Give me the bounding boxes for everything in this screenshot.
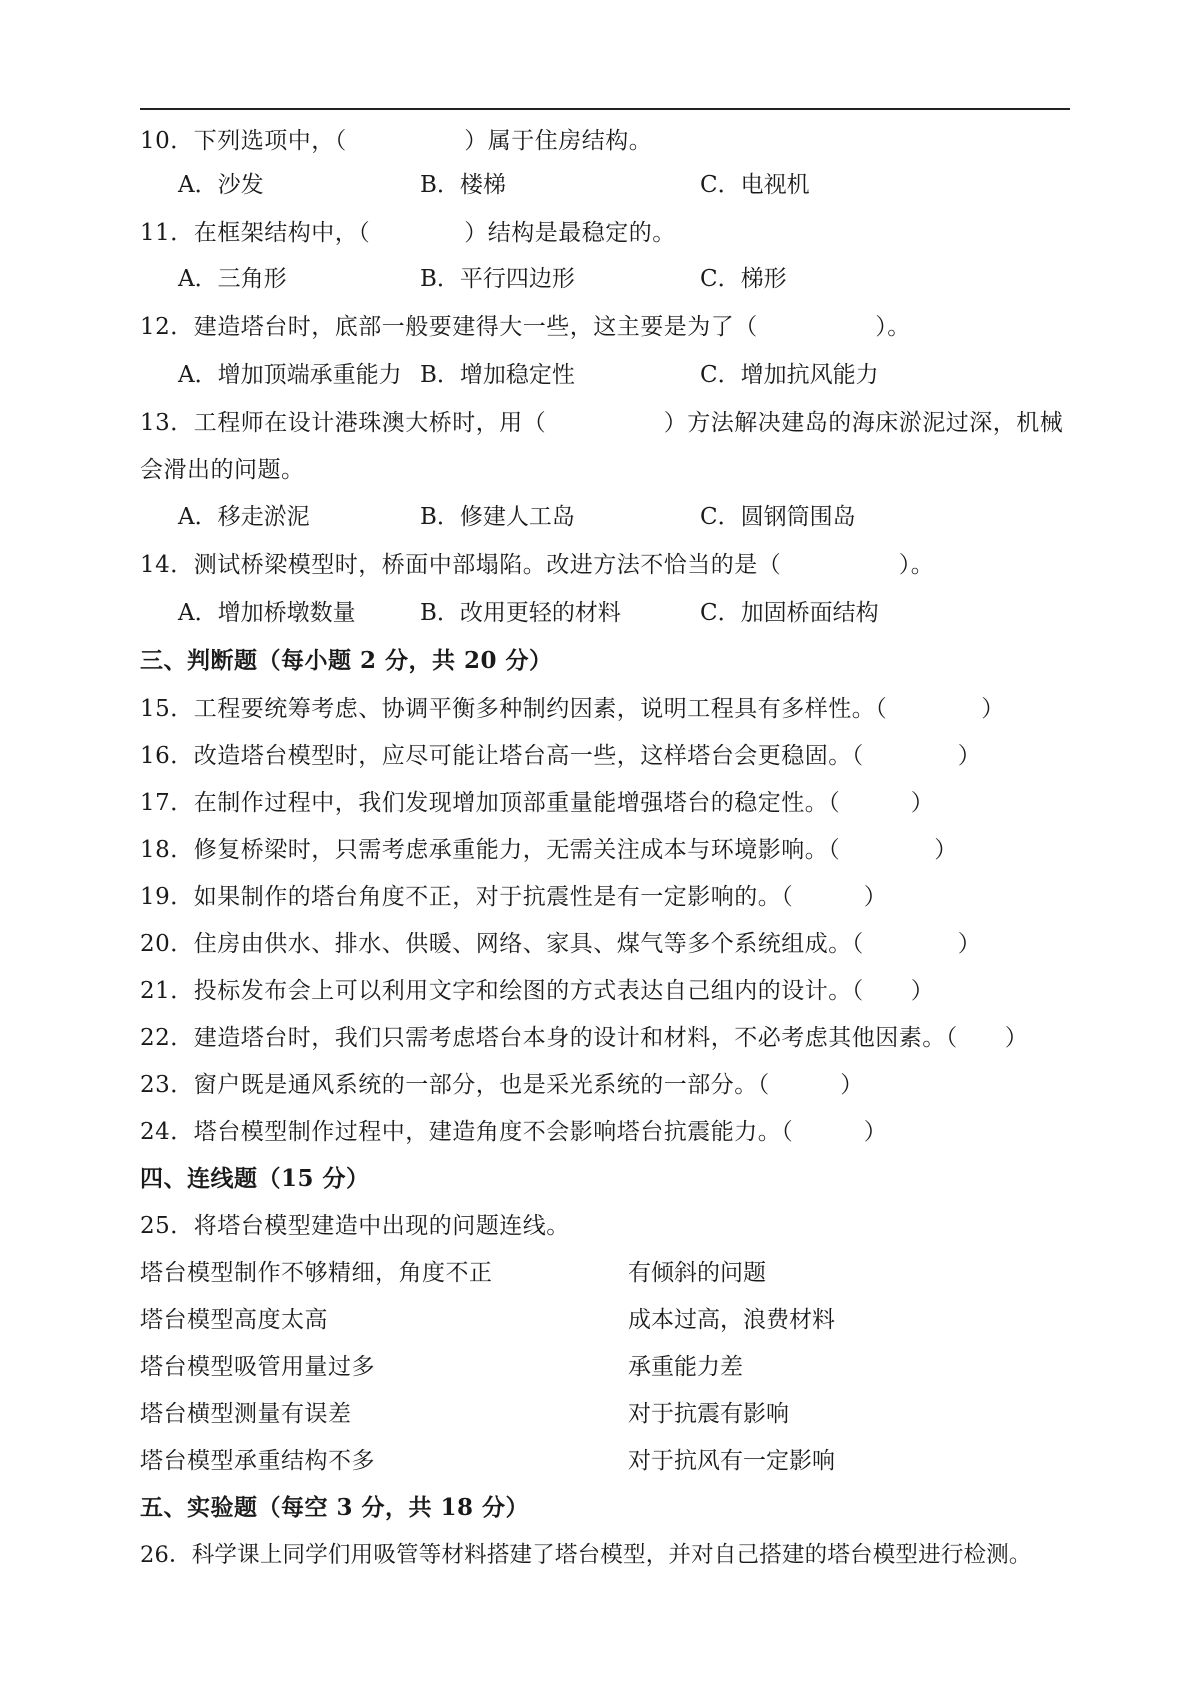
judgment-item-24: 24．塔台模型制作过程中，建造角度不会影响塔台抗震能力。（ ） <box>140 1119 888 1145</box>
judgment-item-22: 22．建造塔台时，我们只需考虑塔台本身的设计和材料，不必考虑其他因素。（ ） <box>140 1025 1029 1051</box>
matching-left-1: 塔台模型制作不够精细，角度不正 <box>140 1260 493 1286</box>
question-14-option-a: A．增加桥墩数量 <box>178 600 356 626</box>
question-13-stem-line2: 会滑出的问题。 <box>140 457 305 483</box>
question-13-option-a: A．移走淤泥 <box>178 504 310 530</box>
question-12-option-a: A．增加顶端承重能力 <box>178 362 402 388</box>
judgment-item-16: 16．改造塔台模型时，应尽可能让塔台高一些，这样塔台会更稳固。（ ） <box>140 743 982 769</box>
question-10-stem: 10．下列选项中，（ ）属于住房结构。 <box>140 128 653 154</box>
question-13-stem-line1: 13．工程师在设计港珠澳大桥时，用（ ）方法解决建岛的海床淤泥过深，机械 <box>140 410 1064 436</box>
matching-left-2: 塔台模型高度太高 <box>140 1307 328 1333</box>
question-11-option-b: B．平行四边形 <box>420 266 575 292</box>
section-5-heading: 五、实验题（每空 3 分，共 18 分） <box>140 1494 530 1521</box>
question-13-option-b: B．修建人工岛 <box>420 504 575 530</box>
question-14-option-c: C．加固桥面结构 <box>700 600 879 626</box>
question-26-stem: 26．科学课上同学们用吸管等材料搭建了塔台模型，并对自己搭建的塔台模型进行检测。 <box>140 1542 1032 1568</box>
matching-right-2: 成本过高，浪费材料 <box>628 1307 835 1333</box>
matching-right-3: 承重能力差 <box>628 1354 743 1380</box>
question-12-option-b: B．增加稳定性 <box>420 362 575 388</box>
question-12-option-c: C．增加抗风能力 <box>700 362 879 388</box>
matching-left-3: 塔台模型吸管用量过多 <box>140 1354 375 1380</box>
section-3-heading: 三、判断题（每小题 2 分，共 20 分） <box>140 647 553 674</box>
matching-right-5: 对于抗风有一定影响 <box>628 1448 835 1474</box>
question-10-option-b: B．楼梯 <box>420 172 506 198</box>
matching-right-4: 对于抗震有影响 <box>628 1401 789 1427</box>
judgment-item-17: 17．在制作过程中，我们发现增加顶部重量能增强塔台的稳定性。（ ） <box>140 790 935 816</box>
matching-left-4: 塔台横型测量有误差 <box>140 1401 352 1427</box>
section-4-heading: 四、连线题（15 分） <box>140 1165 370 1192</box>
judgment-item-21: 21．投标发布会上可以利用文字和绘图的方式表达自己组内的设计。（ ） <box>140 978 935 1004</box>
judgment-item-20: 20．住房由供水、排水、供暖、网络、家具、煤气等多个系统组成。（ ） <box>140 931 982 957</box>
question-14-stem: 14．测试桥梁模型时，桥面中部塌陷。改进方法不恰当的是（ ）。 <box>140 552 935 578</box>
question-11-option-a: A．三角形 <box>178 266 287 292</box>
judgment-item-15: 15．工程要统筹考虑、协调平衡多种制约因素，说明工程具有多样性。（ ） <box>140 696 1005 722</box>
judgment-item-19: 19．如果制作的塔台角度不正，对于抗震性是有一定影响的。（ ） <box>140 884 888 910</box>
question-10-option-c: C．电视机 <box>700 172 810 198</box>
question-12-stem: 12．建造塔台时，底部一般要建得大一些，这主要是为了（ ）。 <box>140 314 911 340</box>
question-11-option-c: C．梯形 <box>700 266 787 292</box>
header-rule <box>140 108 1070 110</box>
question-11-stem: 11．在框架结构中，（ ）结构是最稳定的。 <box>140 220 676 246</box>
question-25-stem: 25．将塔台模型建造中出现的问题连线。 <box>140 1213 570 1239</box>
judgment-item-23: 23．窗户既是通风系统的一部分，也是采光系统的一部分。（ ） <box>140 1072 864 1098</box>
question-13-option-c: C．圆钢筒围岛 <box>700 504 856 530</box>
question-10-option-a: A．沙发 <box>178 172 264 198</box>
matching-right-1: 有倾斜的问题 <box>628 1260 766 1286</box>
judgment-item-18: 18．修复桥梁时，只需考虑承重能力，无需关注成本与环境影响。（ ） <box>140 837 958 863</box>
question-14-option-b: B．改用更轻的材料 <box>420 600 621 626</box>
matching-left-5: 塔台模型承重结构不多 <box>140 1448 375 1474</box>
